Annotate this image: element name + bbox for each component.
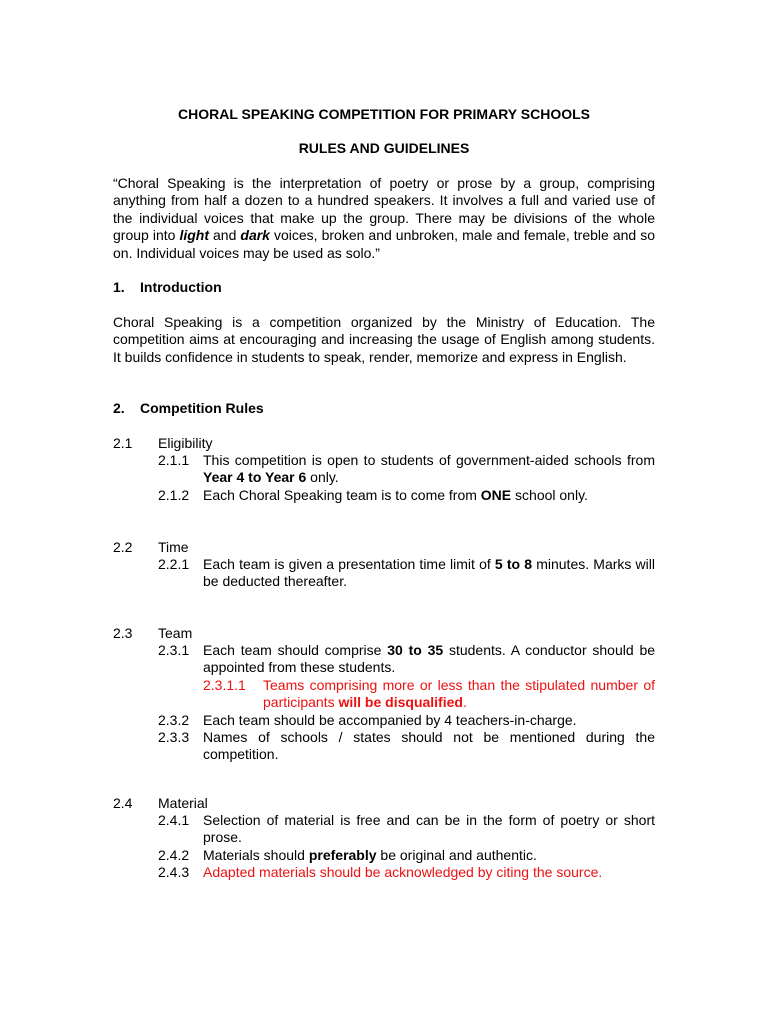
rule-text: Selection of material is free and can be in the form of poetry or short prose. [203,812,655,846]
introduction-paragraph: Choral Speaking is a competition organized by the Ministry of Education. The competition aims at encouraging and increasing the usage of English among students. It builds confidence in students to speak, render, memorize and express in English. [113,314,655,365]
rule-text-highlighted: Adapted materials should be acknowledged by citing the source. [203,864,603,880]
rule-number: 2.4.1 [158,812,190,828]
rule-number: 2.1.1 [158,452,190,468]
rule-item-2-2-1 [158,556,655,591]
rule-text: Materials should preferably be original and authentic. [203,847,537,863]
rule-item-2-1-2 [158,487,655,504]
definition-quote [113,175,655,262]
quote-text-and: and [208,227,241,244]
rule-text: This competition is open to students of government-aided schools from Year 4 to Year 6 only. [203,452,655,486]
rule-emphasis: 30 to 35 [387,642,444,658]
rule-item-2-3-1 [158,642,655,677]
subsection-team [113,625,192,642]
rule-number: 2.3.3 [158,729,190,745]
rule-item-2-3-1-1 [203,677,655,712]
section-title: Introduction [140,279,222,295]
rule-number: 2.1.2 [158,487,190,503]
rule-emphasis: preferably [308,847,377,863]
subsection-time [113,539,189,556]
rule-emphasis-disqualified: will be disqualified [338,694,463,711]
rule-item-2-4-1 [158,812,655,847]
quote-emphasis-light: light [179,227,209,244]
rule-text: Each team should be accompanied by 4 teachers-in-charge. [203,712,577,728]
quote-emphasis-dark: dark [240,227,270,244]
rule-text: Each Choral Speaking team is to come from ONE school only. [203,487,588,503]
subsection-eligibility [113,435,212,452]
rule-item-2-1-1 [158,452,655,487]
section-number: 2. [113,400,125,416]
subsection-title: Material [158,795,208,811]
section-heading-introduction [113,279,222,296]
section-title: Competition Rules [140,400,264,416]
rule-emphasis: ONE [480,487,512,503]
quote-text-part-2: voices, broken and unbroken, male and female, treble and so on. Individual voices may be used as solo.” [113,227,655,261]
subsection-title: Team [158,625,193,641]
rule-text: Each team should comprise 30 to 35 students. A conductor should be appointed from these students. [203,642,656,676]
subsection-number: 2.2 [113,539,133,555]
rule-text: Each team is given a presentation time limit of 5 to 8 minutes. Marks will be deducted thereafter. [203,556,655,590]
rule-text-warning: Teams comprising more or less than the stipulated number of participants will be disqualified. [263,677,655,711]
section-number: 1. [113,279,125,295]
subsection-number: 2.3 [113,625,133,641]
rule-emphasis: Year 4 to Year 6 [203,469,307,486]
rule-number: 2.4.2 [158,847,190,863]
rule-item-2-3-2 [158,712,655,729]
document-subtitle: RULES AND GUIDELINES [298,140,470,156]
rule-text: Names of schools / states should not be mentioned during the competition. [203,729,655,763]
rule-item-2-4-2 [158,847,655,864]
rule-number: 2.4.3 [158,864,190,880]
rule-number: 2.2.1 [158,556,190,572]
subsection-number: 2.4 [113,795,133,811]
rule-item-2-3-3 [158,729,655,764]
subsection-title: Eligibility [158,435,213,451]
rule-emphasis: 5 to 8 [494,556,533,572]
subsection-title: Time [158,539,189,555]
subsection-number: 2.1 [113,435,133,451]
quote-text-part-1: “Choral Speaking is the interpretation of poetry or prose by a group, comprising anything from half a dozen to a hundred speakers. It involves a full and varied use of the individual voices that make up the group. There may be divisions of the whole group into [113,175,655,244]
section-heading-competition-rules [113,400,264,417]
rule-number: 2.3.1.1 [203,677,246,693]
subsection-material [113,795,208,812]
rule-item-2-4-3 [158,864,655,881]
rule-number: 2.3.2 [158,712,190,728]
document-title: CHORAL SPEAKING COMPETITION FOR PRIMARY SCHOOLS [178,106,590,122]
rule-number: 2.3.1 [158,642,190,658]
